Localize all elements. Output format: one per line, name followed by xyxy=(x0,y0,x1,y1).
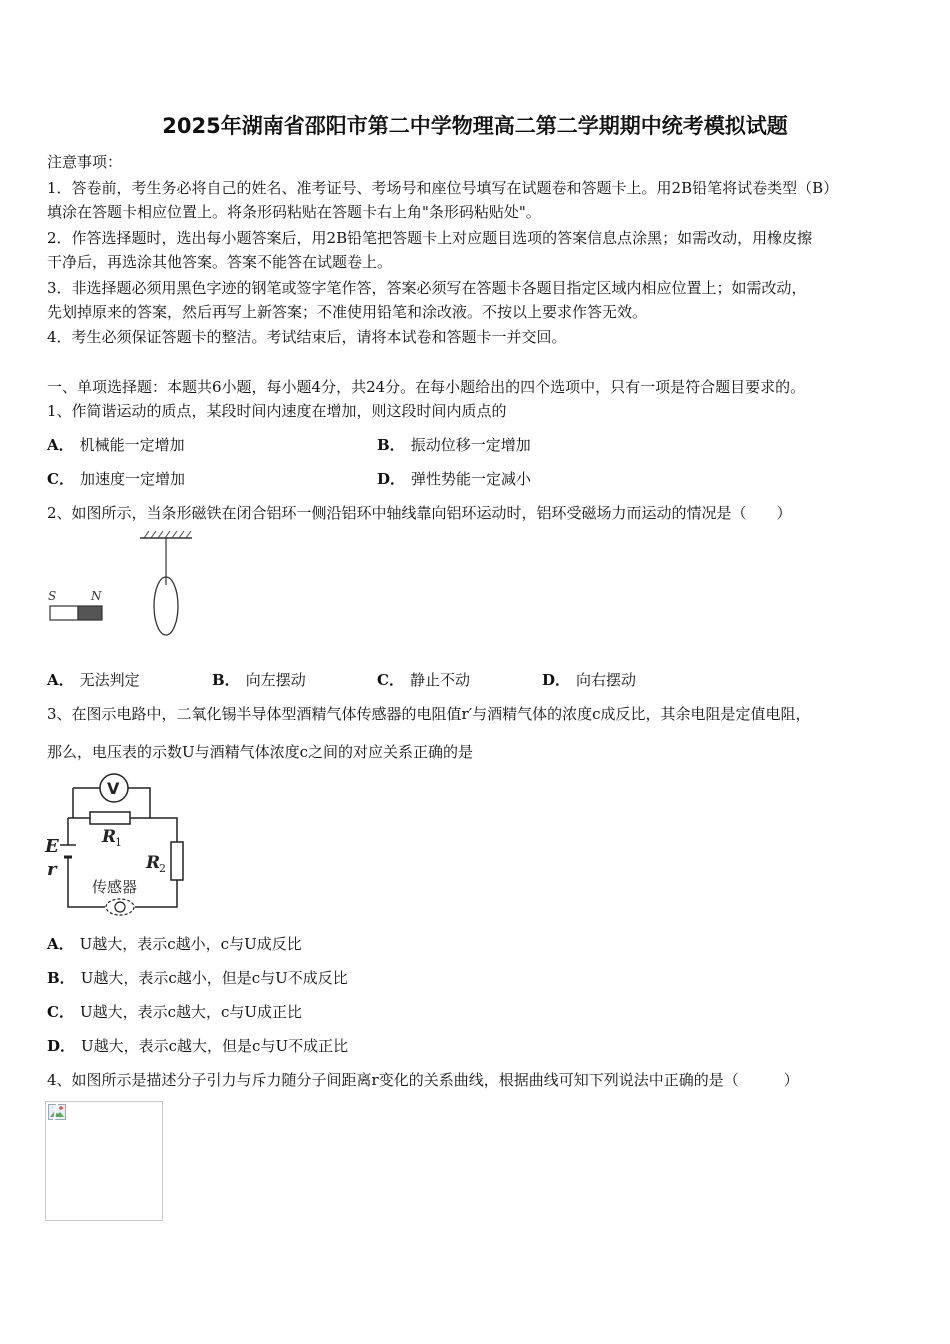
option-key: C． xyxy=(377,671,404,689)
option-key: D． xyxy=(542,671,571,689)
notice-line: 4．考生必须保证答题卡的整洁。考试结束后，请将本试卷和答题卡一并交回。 xyxy=(47,328,567,346)
option-key: D． xyxy=(47,1037,76,1055)
option-text: 加速度一定增加 xyxy=(79,470,185,488)
option-key: C． xyxy=(47,1003,74,1021)
q1-option-d xyxy=(377,468,531,490)
internal-resistance-label: r xyxy=(47,859,57,880)
option-text: 静止不动 xyxy=(409,671,470,689)
resistor-r2-label: R xyxy=(146,853,161,873)
magnet-ring-figure xyxy=(40,528,210,643)
option-key: A． xyxy=(47,935,74,953)
resistor-r1-subscript: 1 xyxy=(115,836,122,849)
option-key: C． xyxy=(47,470,74,488)
question-4-stem: 4、如图所示是描述分子引力与斥力随分子间距离r变化的关系曲线，根据曲线可知下列说法中正确的是（ ） xyxy=(47,1071,799,1089)
q2-option-d xyxy=(542,669,636,691)
question-2-stem: 2、如图所示，当条形磁铁在闭合铝环一侧沿铝环中轴线靠向铝环运动时，铝环受磁场力而运动的情况是（ ） xyxy=(47,504,792,522)
voltmeter-label: V xyxy=(107,779,120,798)
question-1-stem: 1、作简谐运动的质点，某段时间内速度在增加，则这段时间内质点的 xyxy=(47,402,507,420)
q3-option-a xyxy=(47,933,302,955)
option-text: 向右摆动 xyxy=(576,671,637,689)
notice-line: 3．非选择题必须用黑色字迹的钢笔或签字笔作答，答案必须写在答题卡各题目指定区域内相应位置上；如需改动， xyxy=(47,279,807,297)
resistor-r1-label: R xyxy=(102,827,117,847)
option-text: U越大，表示c越小，但是c与U不成反比 xyxy=(80,969,348,987)
q1-option-c xyxy=(47,468,185,490)
option-key: B． xyxy=(212,671,240,689)
notice-heading: 注意事项： xyxy=(47,153,123,171)
q3-option-c xyxy=(47,1001,302,1023)
page-title: 2025年湖南省邵阳市第二中学物理高二第二学期期中统考模拟试题 xyxy=(162,114,788,138)
notice-line: 1．答卷前，考生务必将自己的姓名、准考证号、考场号和座位号填写在试题卷和答题卡上。用2B铅笔将试卷类型（B） xyxy=(47,179,839,197)
option-key: B． xyxy=(377,436,405,454)
notice-line: 干净后，再选涂其他答案。答案不能答在试题卷上。 xyxy=(47,253,393,271)
magnet-s-label: S xyxy=(48,589,57,603)
option-text: 向左摆动 xyxy=(245,671,306,689)
resistor-r2-subscript: 2 xyxy=(159,862,166,875)
notice-line: 先划掉原来的答案，然后再写上新答案；不准使用铅笔和涂改液。不按以上要求作答无效。 xyxy=(47,303,648,321)
broken-image-placeholder xyxy=(45,1101,163,1221)
section-heading: 一、单项选择题：本题共6小题，每小题4分，共24分。在每小题给出的四个选项中，只有一项是符合题目要求的。 xyxy=(47,378,806,396)
magnet-n-label: N xyxy=(91,589,102,603)
broken-image-icon xyxy=(48,1104,66,1120)
option-text: 弹性势能一定减小 xyxy=(411,470,532,488)
notice-line: 2．作答选择题时，选出每小题答案后，用2B铅笔把答题卡上对应题目选项的答案信息点涂黑；如需改动，用橡皮擦 xyxy=(47,229,813,247)
option-key: D． xyxy=(377,470,406,488)
question-3-stem-line1: 3、在图示电路中，二氧化锡半导体型酒精气体传感器的电阻值r′与酒精气体的浓度c成反比，其余电阻是定值电阻， xyxy=(47,705,811,723)
option-key: A． xyxy=(47,671,74,689)
option-text: U越大，表示c越大，c与U成正比 xyxy=(79,1003,303,1021)
option-text: 无法判定 xyxy=(79,671,140,689)
q3-option-b xyxy=(47,967,348,989)
q2-option-c xyxy=(377,669,470,691)
q1-option-a xyxy=(47,434,185,456)
emf-label: E xyxy=(45,836,59,857)
option-text: U越大，表示c越大，但是c与U不成正比 xyxy=(81,1037,349,1055)
option-text: 机械能一定增加 xyxy=(79,436,185,454)
sensor-label: 传感器 xyxy=(92,878,138,896)
q3-option-d xyxy=(47,1035,348,1057)
option-text: U越大，表示c越小，c与U成反比 xyxy=(79,935,302,953)
option-key: A． xyxy=(47,436,74,454)
q2-option-a xyxy=(47,669,140,691)
q1-option-b xyxy=(377,434,531,456)
option-text: 振动位移一定增加 xyxy=(410,436,531,454)
option-key: B． xyxy=(47,969,75,987)
notice-line: 填涂在答题卡相应位置上。将条形码粘贴在答题卡右上角"条形码粘贴处"。 xyxy=(47,203,541,221)
question-3-stem-line2: 那么，电压表的示数U与酒精气体浓度c之间的对应关系正确的是 xyxy=(47,743,474,761)
circuit-figure xyxy=(40,770,200,920)
q2-option-b xyxy=(212,669,306,691)
